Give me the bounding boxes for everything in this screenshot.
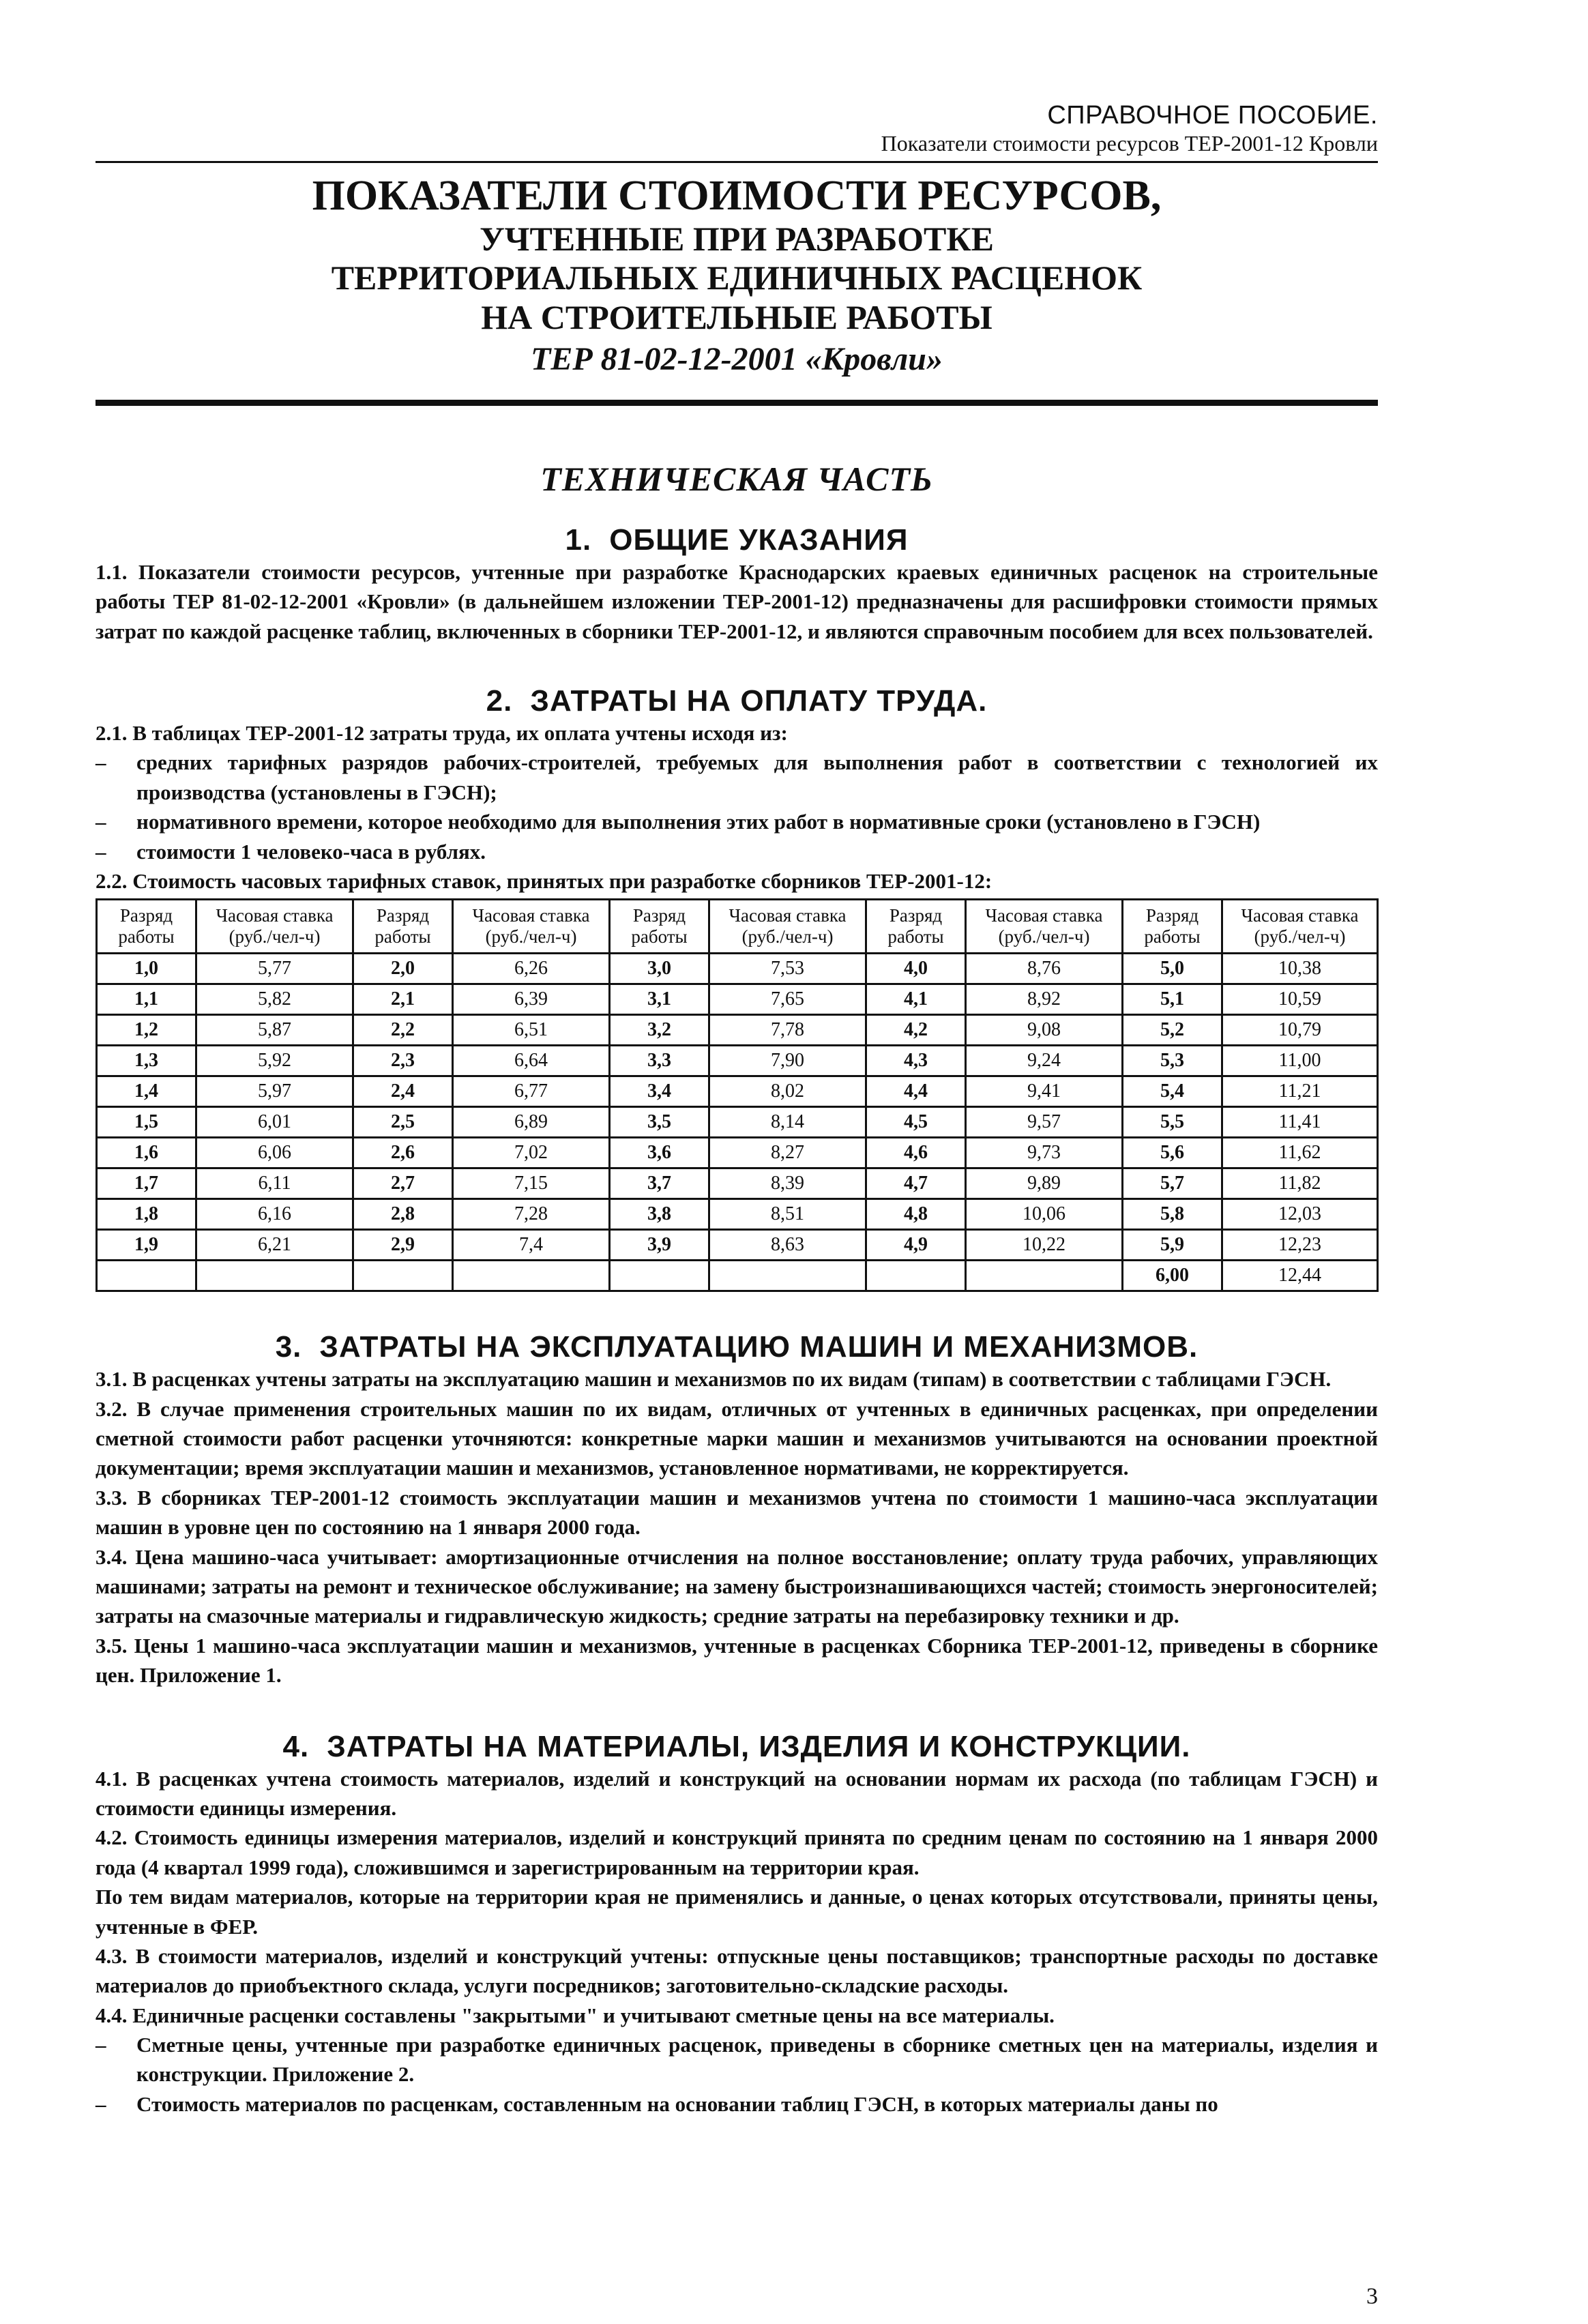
- paragraph-4-2: 4.2. Стоимость единицы измерения материалов, изделий и конструкций принята по средним ценам по состоянию на 1 января 2000 года (4 квартал 1999 года), сложившимся и зарегистрированным на территории края.: [95, 1825, 1378, 1879]
- rate-cell: 6,11: [196, 1168, 353, 1199]
- grade-cell: 5,3: [1123, 1046, 1222, 1076]
- paragraph-3-4: 3.4. Цена машино-часа учитывает: амортизационные отчисления на полное восстановление; оплату труда рабочих, управляющих машинами; затраты на ремонт и техническое обслуживание; на замену быстроизнашивающихся частей; стоимость энергоносителей; затраты на смазочные материалы и гидравлическую жидкость; средние затраты на перебазировку техники и др.: [95, 1544, 1378, 1628]
- rate-cell: 11,21: [1222, 1076, 1378, 1107]
- wage-table-body: [97, 954, 1378, 1291]
- rate-cell: 8,02: [709, 1076, 866, 1107]
- grade-cell: 3,1: [610, 984, 709, 1015]
- part-title: ТЕХНИЧЕСКАЯ ЧАСТЬ: [540, 459, 933, 498]
- grade-cell: 1,3: [97, 1046, 196, 1076]
- grade-cell: 2,8: [353, 1199, 453, 1230]
- column-header-grade: Разряд работы: [1123, 900, 1222, 954]
- grade-cell: 5,4: [1123, 1076, 1222, 1107]
- column-header-rate: Часовая ставка (руб./чел-ч): [966, 900, 1123, 954]
- grade-cell: 4,6: [866, 1138, 966, 1168]
- rate-cell: 12,44: [1222, 1261, 1378, 1291]
- table-row: [97, 1046, 1378, 1076]
- column-header-rate: Часовая ставка (руб./чел-ч): [1222, 900, 1378, 954]
- table-row: [97, 1261, 1378, 1291]
- grade-cell: 5,9: [1123, 1230, 1222, 1261]
- grade-cell: 2,4: [353, 1076, 453, 1107]
- rate-cell: 8,76: [966, 954, 1123, 984]
- table-row: [97, 984, 1378, 1015]
- rate-cell: 11,62: [1222, 1138, 1378, 1168]
- grade-cell: [97, 1261, 196, 1291]
- paragraph-3-3: 3.3. В сборниках ТЕР-2001-12 стоимость эксплуатации машин и механизмов учтена по стоимости 1 машино-часа эксплуатации машин в уровне цен по состоянию на 1 января 2000 года.: [95, 1485, 1378, 1540]
- table-row: [97, 954, 1378, 984]
- rate-cell: 8,51: [709, 1199, 866, 1230]
- title-line-3: ТЕРРИТОРИАЛЬНЫХ ЕДИНИЧНЫХ РАСЦЕНОК: [331, 259, 1143, 297]
- rate-cell: 9,08: [966, 1015, 1123, 1046]
- rate-cell: 7,90: [709, 1046, 866, 1076]
- list-item: – стоимости 1 человеко-часа в рублях.: [95, 839, 486, 864]
- section-3-number: 3.: [275, 1330, 302, 1364]
- section-4-number: 4.: [282, 1729, 310, 1763]
- column-header-grade: Разряд работы: [866, 900, 966, 954]
- page-content: [95, 101, 1378, 2309]
- rate-cell: 5,87: [196, 1015, 353, 1046]
- rate-cell: 5,97: [196, 1076, 353, 1107]
- rate-cell: 5,77: [196, 954, 353, 984]
- title-line-5: ТЕР 81-02-12-2001 «Кровли»: [531, 341, 943, 378]
- rate-cell: 7,15: [453, 1168, 610, 1199]
- grade-cell: 5,1: [1123, 984, 1222, 1015]
- grade-cell: 3,7: [610, 1168, 709, 1199]
- rate-cell: 8,14: [709, 1107, 866, 1138]
- list-item: – Стоимость материалов по расценкам, составленным на основании таблиц ГЭСН, в которых материалы даны по: [95, 2091, 1218, 2116]
- paragraph-4-4: 4.4. Единичные расценки составлены "закрытыми" и учитывают сметные цены на все материалы.: [95, 2003, 1055, 2027]
- grade-cell: 2,3: [353, 1046, 453, 1076]
- grade-cell: 2,9: [353, 1230, 453, 1261]
- rate-cell: 6,01: [196, 1107, 353, 1138]
- grade-cell: 3,3: [610, 1046, 709, 1076]
- paragraph-4-2-note: По тем видам материалов, которые на территории края не применялись и данные, о ценах которых отсутствовали, приняты цены, учтенные в ФЕР.: [95, 1885, 1378, 1939]
- column-header-rate: Часовая ставка (руб./чел-ч): [709, 900, 866, 954]
- column-header-rate: Часовая ставка (руб./чел-ч): [453, 900, 610, 954]
- grade-cell: 2,5: [353, 1107, 453, 1138]
- header-rule: [95, 161, 1378, 163]
- grade-cell: 4,4: [866, 1076, 966, 1107]
- grade-cell: 1,8: [97, 1199, 196, 1230]
- rate-cell: 9,73: [966, 1138, 1123, 1168]
- rate-cell: 5,92: [196, 1046, 353, 1076]
- rate-cell: 8,92: [966, 984, 1123, 1015]
- rate-cell: 10,38: [1222, 954, 1378, 984]
- grade-cell: 3,4: [610, 1076, 709, 1107]
- grade-cell: 4,8: [866, 1199, 966, 1230]
- rate-cell: 7,4: [453, 1230, 610, 1261]
- rate-cell: 6,51: [453, 1015, 610, 1046]
- table-row: [97, 1199, 1378, 1230]
- rate-cell: [453, 1261, 610, 1291]
- column-header-grade: Разряд работы: [353, 900, 453, 954]
- column-header-grade: Разряд работы: [97, 900, 196, 954]
- rate-cell: 8,39: [709, 1168, 866, 1199]
- rate-cell: 6,16: [196, 1199, 353, 1230]
- paragraph-3-1: 3.1. В расценках учтены затраты на эксплуатацию машин и механизмов по их видам (типам) в соответствии с таблицами ГЭСН.: [95, 1367, 1332, 1392]
- rate-cell: 8,27: [709, 1138, 866, 1168]
- rate-cell: 6,39: [453, 984, 610, 1015]
- grade-cell: 4,5: [866, 1107, 966, 1138]
- rate-cell: 10,06: [966, 1199, 1123, 1230]
- running-header: [95, 101, 1378, 156]
- table-row: [97, 1015, 1378, 1046]
- document-title: [95, 173, 1378, 379]
- grade-cell: 4,7: [866, 1168, 966, 1199]
- grade-cell: 2,7: [353, 1168, 453, 1199]
- list-item: – Сметные цены, учтенные при разработке единичных расценок, приведены в сборнике сметных цен на материалы, изделия и конструкции. Приложение 2.: [95, 2033, 1378, 2087]
- grade-cell: 6,00: [1123, 1261, 1222, 1291]
- page-number: 3: [1366, 2284, 1378, 2309]
- table-row: [97, 1230, 1378, 1261]
- table-row: [97, 1076, 1378, 1107]
- header-document-name: Показатели стоимости ресурсов ТЕР-2001-12 Кровли: [881, 130, 1378, 156]
- grade-cell: 1,2: [97, 1015, 196, 1046]
- rate-cell: 12,03: [1222, 1199, 1378, 1230]
- section-3-heading: [95, 1330, 1378, 1364]
- rate-cell: 11,41: [1222, 1107, 1378, 1138]
- grade-cell: 1,0: [97, 954, 196, 984]
- rate-cell: 10,22: [966, 1230, 1123, 1261]
- rate-cell: 9,89: [966, 1168, 1123, 1199]
- grade-cell: 4,3: [866, 1046, 966, 1076]
- grade-cell: 4,1: [866, 984, 966, 1015]
- grade-cell: 3,5: [610, 1107, 709, 1138]
- grade-cell: 5,7: [1123, 1168, 1222, 1199]
- table-row: [97, 1138, 1378, 1168]
- rate-cell: 6,06: [196, 1138, 353, 1168]
- rate-cell: 9,41: [966, 1076, 1123, 1107]
- rate-cell: 9,24: [966, 1046, 1123, 1076]
- paragraph-2-2: 2.2. Стоимость часовых тарифных ставок, принятых при разработке сборников ТЕР-2001-12:: [95, 868, 992, 893]
- grade-cell: 3,8: [610, 1199, 709, 1230]
- paragraph-4-3: 4.3. В стоимости материалов, изделий и конструкций учтены: отпускные цены поставщиков; транспортные расходы по доставке материалов до приобъектного склада, услуги посредников; заготовительно-складские расходы.: [95, 1943, 1378, 1998]
- grade-cell: 1,4: [97, 1076, 196, 1107]
- column-header-grade: Разряд работы: [610, 900, 709, 954]
- grade-cell: 1,6: [97, 1138, 196, 1168]
- grade-cell: 4,0: [866, 954, 966, 984]
- grade-cell: 1,7: [97, 1168, 196, 1199]
- rate-cell: 7,78: [709, 1015, 866, 1046]
- grade-cell: 2,2: [353, 1015, 453, 1046]
- grade-cell: 1,5: [97, 1107, 196, 1138]
- rate-cell: 7,65: [709, 984, 866, 1015]
- rate-cell: 5,82: [196, 984, 353, 1015]
- column-header-rate: Часовая ставка (руб./чел-ч): [196, 900, 353, 954]
- grade-cell: 1,1: [97, 984, 196, 1015]
- rate-cell: 6,21: [196, 1230, 353, 1261]
- paragraph-1-1: 1.1. Показатели стоимости ресурсов, учтенные при разработке Краснодарских краевых единичных расценок на строительные работы ТЕР 81-02-12-2001 «Кровли» (в дальнейшем изложении ТЕР-2001-12) предназначены для расшифровки стоимости прямых затрат по каждой расценке таблиц, включенных в сборники ТЕР-2001-12, и являются справочным пособием для всех пользователей.: [95, 559, 1378, 643]
- grade-cell: [610, 1261, 709, 1291]
- paragraph-3-2: 3.2. В случае применения строительных машин по их видам, отличных от учтенных в единичных расценках, при определении сметной стоимости работ расценки уточняются: конкретные марки машин и механизмов учитываются на основании проектной документации; время эксплуатации машин и механизмов, установленное нормативами, не корректируется.: [95, 1396, 1378, 1480]
- grade-cell: 3,0: [610, 954, 709, 984]
- paragraph-3-5: 3.5. Цены 1 машино-часа эксплуатации машин и механизмов, учтенные в расценках Сборника ТЕР-2001-12, приведены в сборнике цен. Приложение 1.: [95, 1633, 1378, 1688]
- section-4-heading: [95, 1730, 1378, 1764]
- grade-cell: [866, 1261, 966, 1291]
- grade-cell: 5,6: [1123, 1138, 1222, 1168]
- rate-cell: 11,00: [1222, 1046, 1378, 1076]
- rate-cell: 8,63: [709, 1230, 866, 1261]
- title-rule: [95, 400, 1378, 406]
- section-1-heading: [95, 523, 1378, 557]
- section-2-title: ЗАТРАТЫ НА ОПЛАТУ ТРУДА.: [530, 683, 988, 718]
- section-3-title: ЗАТРАТЫ НА ЭКСПЛУАТАЦИЮ МАШИН И МЕХАНИЗМОВ.: [319, 1330, 1199, 1364]
- paragraph-2-1: 2.1. В таблицах ТЕР-2001-12 затраты труда, их оплата учтены исходя из:: [95, 720, 788, 745]
- table-row: [97, 1107, 1378, 1138]
- grade-cell: 2,6: [353, 1138, 453, 1168]
- title-line-2: УЧТЕННЫЕ ПРИ РАЗРАБОТКЕ: [480, 219, 994, 258]
- list-item: – средних тарифных разрядов рабочих-строителей, требуемых для выполнения работ в соответствии с технологией их производства (установлены в ГЭСН);: [95, 750, 1378, 804]
- rate-cell: 6,77: [453, 1076, 610, 1107]
- section-1-number: 1.: [565, 523, 592, 557]
- rate-cell: 7,53: [709, 954, 866, 984]
- grade-cell: 3,2: [610, 1015, 709, 1046]
- rate-cell: 9,57: [966, 1107, 1123, 1138]
- grade-cell: 2,0: [353, 954, 453, 984]
- grade-cell: 5,5: [1123, 1107, 1222, 1138]
- paragraph-4-1: 4.1. В расценках учтена стоимость материалов, изделий и конструкций на основании нормам их расхода (по таблицам ГЭСН) и стоимости единицы измерения.: [95, 1766, 1378, 1820]
- rate-cell: 6,64: [453, 1046, 610, 1076]
- section-1-title: ОБЩИЕ УКАЗАНИЯ: [609, 523, 909, 557]
- grade-cell: 3,6: [610, 1138, 709, 1168]
- wage-rate-table: [95, 898, 1379, 1292]
- section-4-title: ЗАТРАТЫ НА МАТЕРИАЛЫ, ИЗДЕЛИЯ И КОНСТРУКЦИИ.: [327, 1729, 1191, 1763]
- rate-cell: 10,79: [1222, 1015, 1378, 1046]
- grade-cell: 4,9: [866, 1230, 966, 1261]
- section-2-number: 2.: [486, 683, 513, 718]
- title-line-4: НА СТРОИТЕЛЬНЫЕ РАБОТЫ: [481, 297, 992, 336]
- rate-cell: 11,82: [1222, 1168, 1378, 1199]
- rate-cell: 7,02: [453, 1138, 610, 1168]
- grade-cell: 2,1: [353, 984, 453, 1015]
- rate-cell: [966, 1261, 1123, 1291]
- rate-cell: 10,59: [1222, 984, 1378, 1015]
- table-row: [97, 1168, 1378, 1199]
- rate-cell: [709, 1261, 866, 1291]
- rate-cell: [196, 1261, 353, 1291]
- rate-cell: 7,28: [453, 1199, 610, 1230]
- rate-cell: 6,26: [453, 954, 610, 984]
- header-reference-label: СПРАВОЧНОЕ ПОСОБИЕ.: [1047, 101, 1378, 130]
- grade-cell: 5,2: [1123, 1015, 1222, 1046]
- rate-cell: 12,23: [1222, 1230, 1378, 1261]
- rate-cell: 6,89: [453, 1107, 610, 1138]
- grade-cell: 5,8: [1123, 1199, 1222, 1230]
- grade-cell: 5,0: [1123, 954, 1222, 984]
- section-2-heading: [95, 684, 1378, 718]
- grade-cell: 4,2: [866, 1015, 966, 1046]
- title-line-1: ПОКАЗАТЕЛИ СТОИМОСТИ РЕСУРСОВ,: [312, 173, 1162, 220]
- list-item: – нормативного времени, которое необходимо для выполнения этих работ в нормативные сроки (установлено в ГЭСН): [95, 810, 1261, 834]
- grade-cell: 1,9: [97, 1230, 196, 1261]
- grade-cell: 3,9: [610, 1230, 709, 1261]
- table-header-row: [97, 900, 1378, 954]
- grade-cell: [353, 1261, 453, 1291]
